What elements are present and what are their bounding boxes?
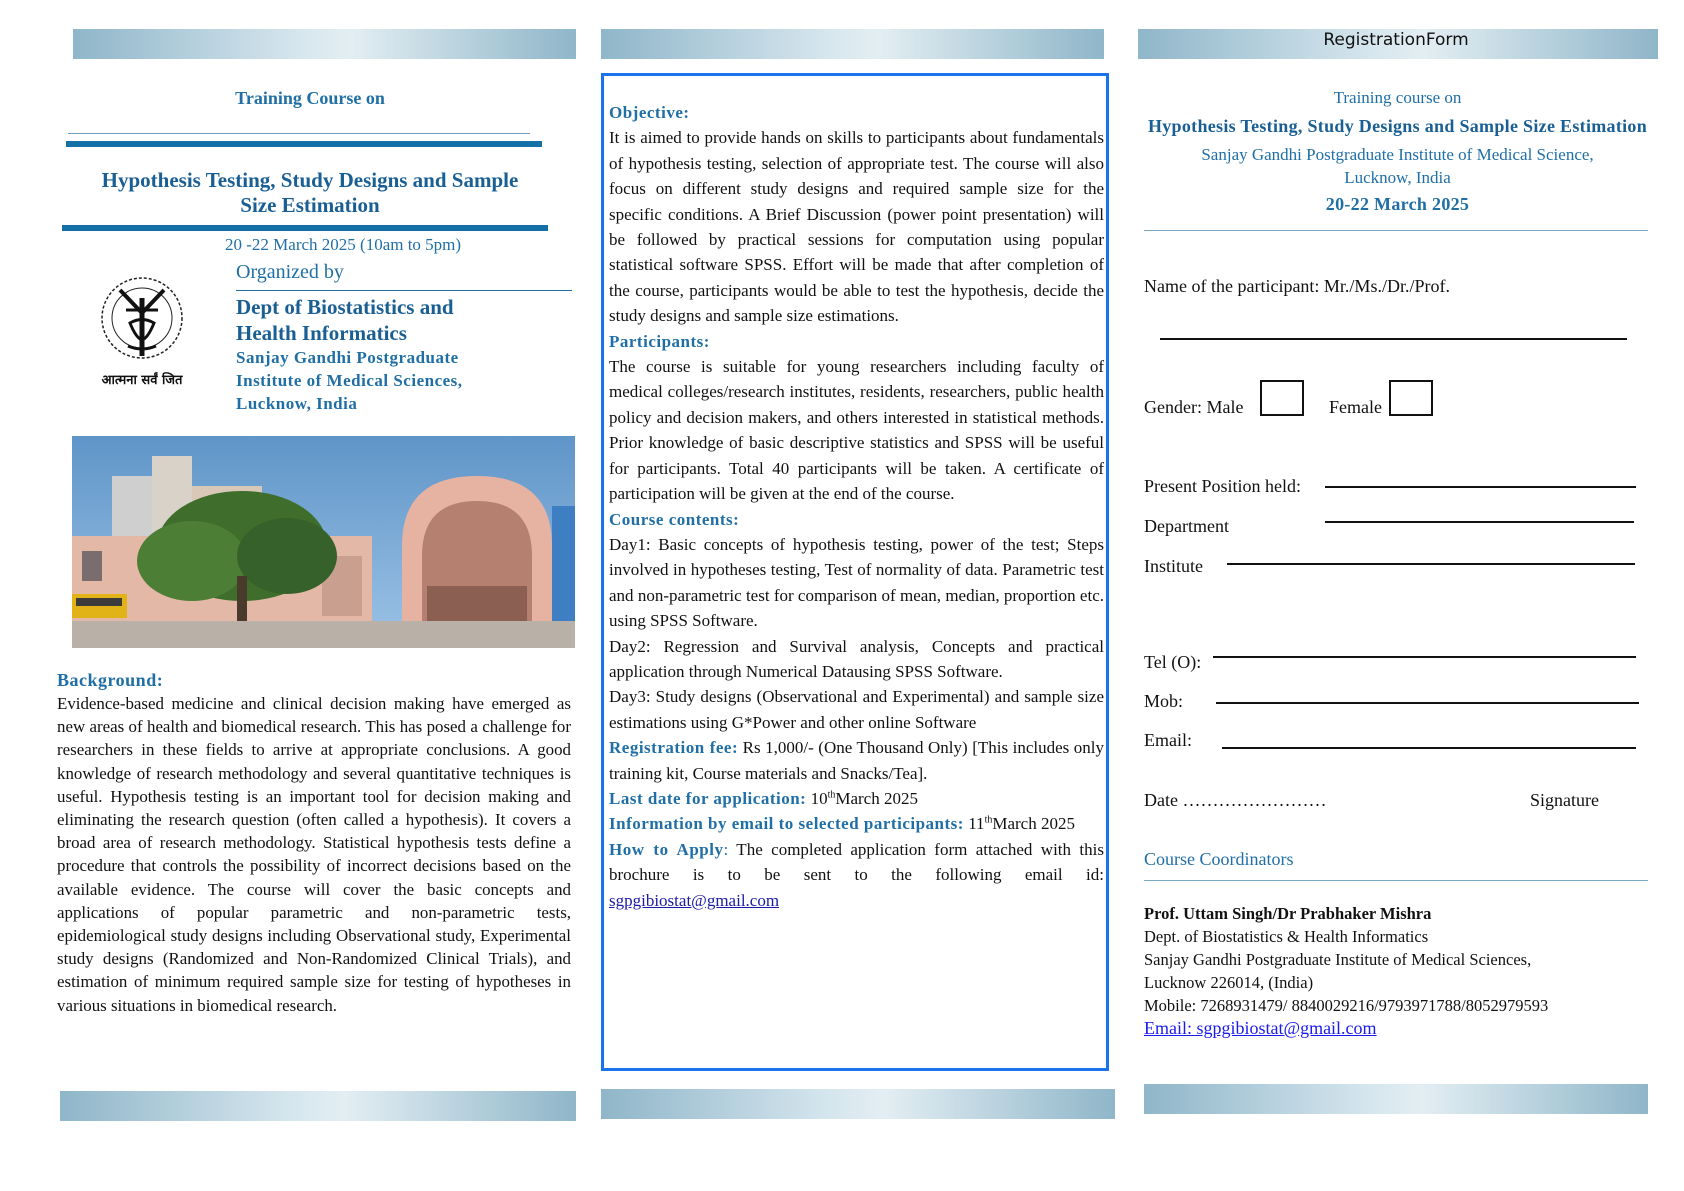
coordinator-email-link[interactable]: Email: sgpgibiostat@gmail.com xyxy=(1144,1018,1377,1038)
organized-by-underline xyxy=(236,290,572,291)
participants-heading: Participants: xyxy=(609,331,710,351)
course-coordinators-heading: Course Coordinators xyxy=(1144,849,1294,869)
form-institute-line2: Lucknow, India xyxy=(1344,168,1451,187)
last-date-suffix: th xyxy=(827,789,836,801)
registration-fee-text: Rs 1,000/- (One Thousand Only) [This includes only training kit, Course materials and Snacks/Tea]. xyxy=(609,738,1104,783)
present-position-field[interactable] xyxy=(1325,486,1636,488)
info-date xyxy=(609,811,1104,836)
coordinator-mobile: Mobile: 7268931479/ 8840029216/9793971788/8052979593 xyxy=(1144,996,1549,1015)
department-label: Department xyxy=(1144,516,1229,536)
coordinator-department: Dept. of Biostatistics & Health Informatics xyxy=(1144,927,1429,946)
participant-name-field[interactable] xyxy=(1160,338,1627,340)
footer-bar-right xyxy=(1144,1084,1648,1114)
gender-male-label: Gender: Male xyxy=(1144,397,1244,417)
day1-text: Day1: Basic concepts of hypothesis testing, power of the test; Steps involved in hypotheses testing, Test of normality of data. Parametric test and non-parametric test for comparison of mean, median, proportion etc. using SPSS Software. xyxy=(609,534,1104,631)
divider-thick-top xyxy=(66,141,542,147)
course-contents-heading: Course contents: xyxy=(609,509,740,529)
header-bar-middle xyxy=(601,29,1104,59)
divider-thin xyxy=(68,133,530,134)
info-day: 11 xyxy=(963,814,985,834)
department-field[interactable] xyxy=(1325,521,1634,523)
form-course-on: Training course on xyxy=(1333,88,1462,107)
info-label: Information by email to selected participants: xyxy=(609,814,964,834)
institute-field[interactable] xyxy=(1227,563,1635,565)
apply-email-link[interactable]: sgpgibiostat@gmail.com xyxy=(609,890,780,910)
institute-logo xyxy=(90,268,195,393)
registration-form-title: RegistrationForm xyxy=(1323,30,1469,50)
last-date-label: Last date for application: xyxy=(609,788,807,808)
registration-fee-label: Registration fee: xyxy=(609,738,739,758)
mob-label: Mob: xyxy=(1144,691,1184,711)
training-course-on-label: Training Course on xyxy=(235,88,385,108)
form-dates: 20-22 March 2025 xyxy=(1325,194,1470,214)
campus-photo xyxy=(72,436,575,648)
form-institute-line1: Sanjay Gandhi Postgraduate Institute of Medical Science, xyxy=(1201,145,1594,164)
last-date-month: March 2025 xyxy=(835,788,918,808)
gender-female-checkbox[interactable] xyxy=(1389,380,1433,416)
coordinator-city: Lucknow 226014, (India) xyxy=(1144,973,1314,992)
course-title xyxy=(60,168,560,218)
course-title-line2: Size Estimation xyxy=(240,193,380,217)
organizer-institute xyxy=(236,346,463,415)
last-date-day: 10 xyxy=(806,788,828,808)
coordinator-institute: Sanjay Gandhi Postgraduate Institute of Medical Sciences, xyxy=(1144,950,1532,969)
signature-label: Signature xyxy=(1530,790,1599,810)
organized-by-label: Organized by xyxy=(236,261,344,283)
participants-text: The course is suitable for young researchers including faculty of medical colleges/research institutes, residents, researchers, public health policy and decision makers, and others interested in statistical methods. Prior knowledge of basic descriptive statistics and SPSS will be useful for participants. Total 40 participants will be taken. A certificate of participation will be given at the end of the course. xyxy=(609,357,1104,504)
background-heading: Background: xyxy=(57,670,164,690)
department-line2: Health Informatics xyxy=(236,321,407,345)
organizer-department xyxy=(236,294,454,346)
registration-fee xyxy=(609,735,1104,786)
footer-bar-middle xyxy=(601,1089,1115,1119)
how-to-apply-label: How to Apply xyxy=(609,839,724,859)
header-bar-left xyxy=(73,29,576,59)
email-field[interactable] xyxy=(1222,747,1636,749)
how-to-apply xyxy=(609,837,1104,913)
form-institute xyxy=(1160,143,1635,189)
coordinators-divider xyxy=(1144,880,1648,881)
how-to-apply-text: The completed application form attached with this brochure is to be sent to the following email id: xyxy=(609,839,1104,885)
background-text: Evidence-based medicine and clinical decision making have emerged as new areas of health and biomedical research. This has posed a challenge for researchers in these fields to arrive at appropriate conclusions. A good knowledge of research methodology and several quantitative techniques is useful. Hypothesis testing is an important tool for decision making and eliminating the research question (often called a hypothesis). It covers a broad area of research methodology. Statistical hypothesis tests define a procedure that controls the possibility of incorrect decisions based on the available evidence. The course will cover the basic concepts and applications of popular parametric and non-parametric tests, epidemiological study designs including Observational study, Experimental study designs (Randomized and Non-Randomized Clinical Trials), and estimation of minimum required sample size for testing of hypotheses in various situations in biomedical research. xyxy=(57,694,571,1015)
objective-text: It is aimed to provide hands on skills to participants about fundamentals of hypothesis testing, selection of appropriate test. The course will also focus on different study designs and required sample size for the specific conditions. A Brief Discussion (power point presentation) will be followed by practical sessions for computation using popular statistical software SPSS. Effort will be made that after completion of the course, participants would be able to test the hypothesis, decide the study designs and sample size estimations. xyxy=(609,128,1104,326)
participant-name-label: Name of the participant: Mr./Ms./Dr./Prof. xyxy=(1144,276,1450,296)
tel-field[interactable] xyxy=(1213,656,1636,658)
day3-text: Day3: Study designs (Observational and Experimental) and sample size estimations using G*Power and other online Software xyxy=(609,687,1104,732)
present-position-label: Present Position held: xyxy=(1144,476,1301,496)
institute-line2: Institute of Medical Sciences, xyxy=(236,371,463,390)
divider-thick-bottom xyxy=(62,225,548,231)
how-to-apply-colon: : xyxy=(723,839,729,859)
institute-line1: Sanjay Gandhi Postgraduate xyxy=(236,348,459,367)
coordinator-contact xyxy=(1144,902,1548,1040)
gender-female-label: Female xyxy=(1329,397,1382,417)
info-month: March 2025 xyxy=(992,814,1075,834)
department-line1: Dept of Biostatistics and xyxy=(236,295,454,319)
form-course-title: Hypothesis Testing, Study Designs and Sample Size Estimation xyxy=(1147,116,1648,136)
objective-heading: Objective: xyxy=(609,103,690,122)
date-label: Date …………………… xyxy=(1144,790,1327,810)
last-date xyxy=(609,786,1104,811)
course-title-line1: Hypothesis Testing, Study Designs and Sample xyxy=(101,168,519,192)
form-header-divider xyxy=(1144,230,1648,231)
info-suffix: th xyxy=(984,814,993,826)
coordinator-names: Prof. Uttam Singh/Dr Prabhaker Mishra xyxy=(1144,904,1432,923)
institute-label: Institute xyxy=(1144,556,1203,576)
course-details xyxy=(609,100,1104,913)
logo-motto: आत्मना सर्वं जित xyxy=(101,373,183,388)
gender-male-checkbox[interactable] xyxy=(1260,380,1304,416)
email-label: Email: xyxy=(1144,730,1192,750)
footer-bar-left xyxy=(60,1091,576,1121)
tel-label: Tel (O): xyxy=(1144,652,1202,672)
day2-text: Day2: Regression and Survival analysis, Concepts and practical application through Numerical Datausing SPSS Software. xyxy=(609,636,1104,681)
course-dates: 20 -22 March 2025 (10am to 5pm) xyxy=(225,235,462,254)
institute-line3: Lucknow, India xyxy=(236,394,358,413)
mob-field[interactable] xyxy=(1216,702,1639,704)
